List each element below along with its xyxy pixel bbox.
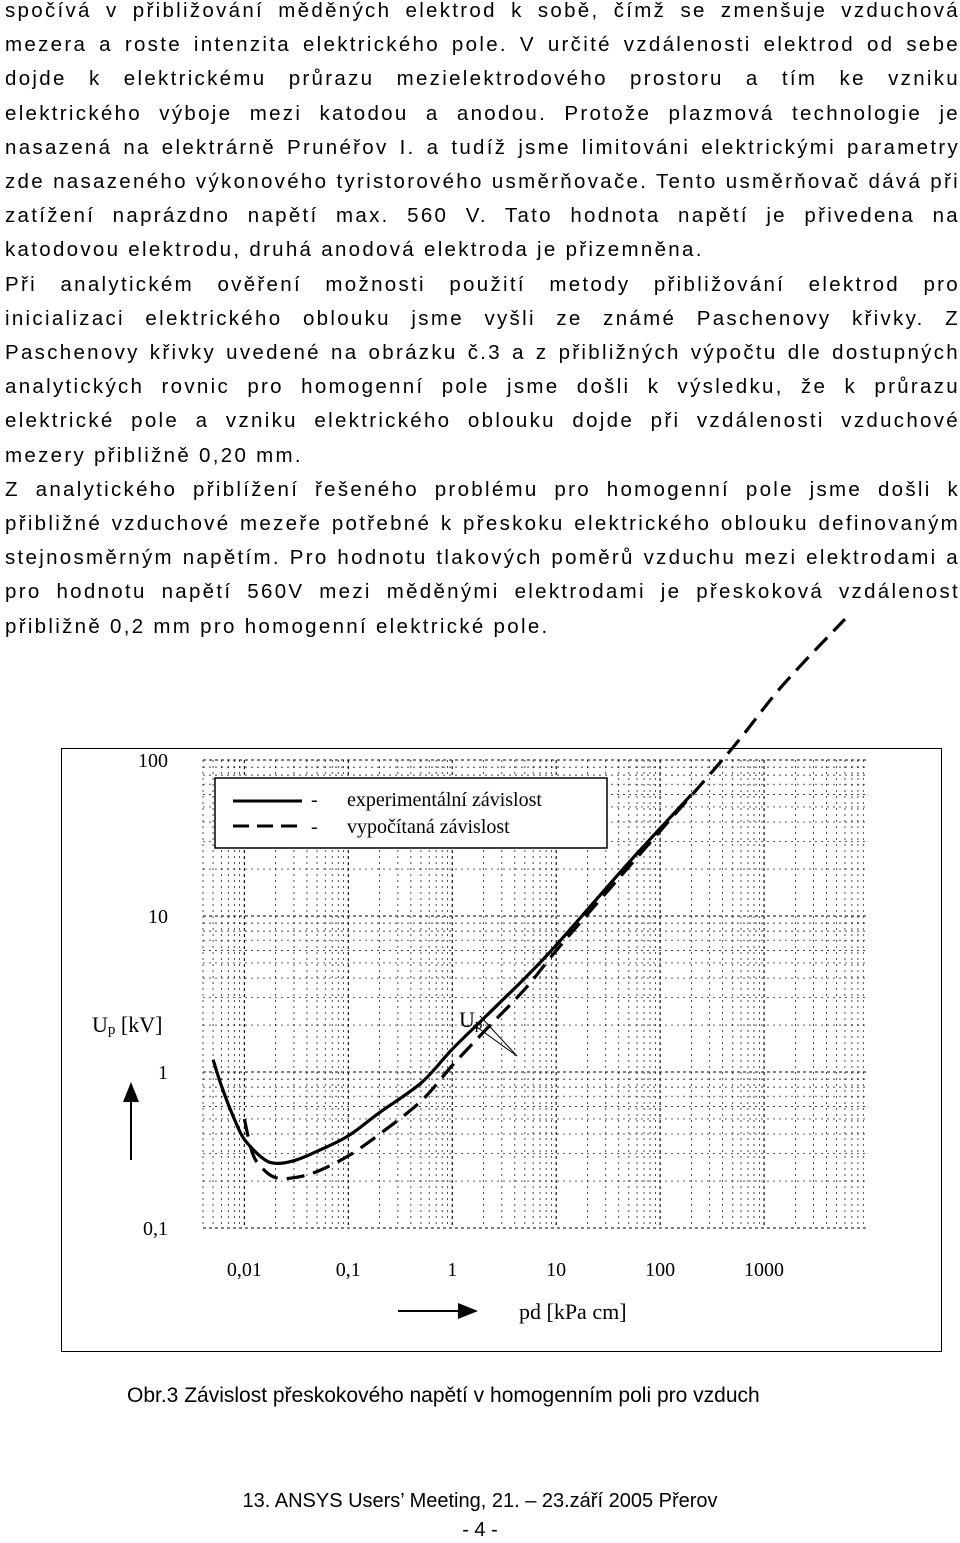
x-tick-label: 1 — [447, 1259, 458, 1281]
page-number: - 4 - — [462, 1519, 498, 1541]
legend-label-experimental: experimentální závislost — [347, 789, 542, 811]
y-axis-arrow — [123, 1082, 139, 1160]
curve-label: Up — [459, 1007, 483, 1033]
x-tick-label: 10 — [546, 1259, 567, 1281]
footer-meeting: 13. ANSYS Users’ Meeting, 21. – 23.září 2005 Přerov — [242, 1490, 718, 1512]
legend-dash: - — [311, 789, 318, 811]
x-tick-label: 100 — [645, 1259, 676, 1281]
y-tick-labels — [138, 750, 168, 1240]
figure-caption: Obr.3 Závislost přeskokového napětí v homogenním poli pro vzduch — [127, 1384, 760, 1407]
paragraph: Při analytickém ověření možnosti použití metody přibližování elektrod pro inicializaci elektrického oblouku jsme vyšli ze známé Paschenovy křivky. Z Paschenovy křivky uvedené na obrázku č.3 a z přibližných výpočtu dle dostupných analytických rovnic pro homogenní pole jsme došli k výsledku, že k průrazu elektrické pole a vzniku elektrického oblouku dojde při vzdálenosti vzduchové mezery přibližně 0,20 mm. — [5, 272, 960, 467]
legend-label-calculated: vypočítaná závislost — [347, 816, 510, 838]
paragraph: Z analytického přiblížení řešeného problému pro homogenní pole jsme došli k přibližné vzduchové mezeře potřebné k přeskoku elektrického oblouku definovaným stejnosměrným napětím. Pro hodnotu tlakových poměrů vzduchu mezi elektrodami a pro hodnotu napětí 560V mezi měděnými elektrodami je přeskoková vzdálenost přibližně 0,2 mm pro homogenní elektrické pole. — [5, 477, 960, 638]
paragraph: spočívá v přibližování měděných elektrod k sobě, čímž se zmenšuje vzduchová mezera a roste intenzita elektrického pole. V určité vzdálenosti elektrod od sebe dojde k elektrickému průrazu mezielektrodového prostoru a tím ke vzniku elektrického výboje mezi katodou a anodou. Protože plazmová technologie je nasazená na elektrárně Prunéřov I. a tudíž jsme limitováni elektrickými parametry zde nasazeného výkonového tyristorového usměrňovače. Tento usměrňovač dává při zatížení naprázdno napětí max. 560 V. Tato hodnota napětí je přivedena na katodovou elektrodu, druhá anodová elektroda je přizemněna. — [5, 0, 960, 262]
y-tick-label: 100 — [138, 750, 168, 772]
x-axis-label: pd [kPa cm] — [519, 1299, 627, 1324]
legend-dash: - — [311, 816, 318, 838]
x-axis-arrow — [398, 1303, 478, 1319]
y-tick-label: 1 — [158, 1062, 168, 1084]
x-tick-label: 1000 — [744, 1259, 785, 1281]
y-tick-label: 0,1 — [143, 1218, 168, 1240]
series-line-calculated — [244, 619, 845, 1179]
legend — [215, 778, 607, 848]
y-axis-label: Up [kV] — [92, 1012, 163, 1038]
x-tick-label: 0,01 — [226, 1259, 262, 1281]
y-tick-label: 10 — [148, 906, 168, 928]
x-tick-labels — [227, 1259, 784, 1281]
x-tick-label: 0,1 — [335, 1259, 361, 1281]
chart-curves — [213, 619, 845, 1179]
